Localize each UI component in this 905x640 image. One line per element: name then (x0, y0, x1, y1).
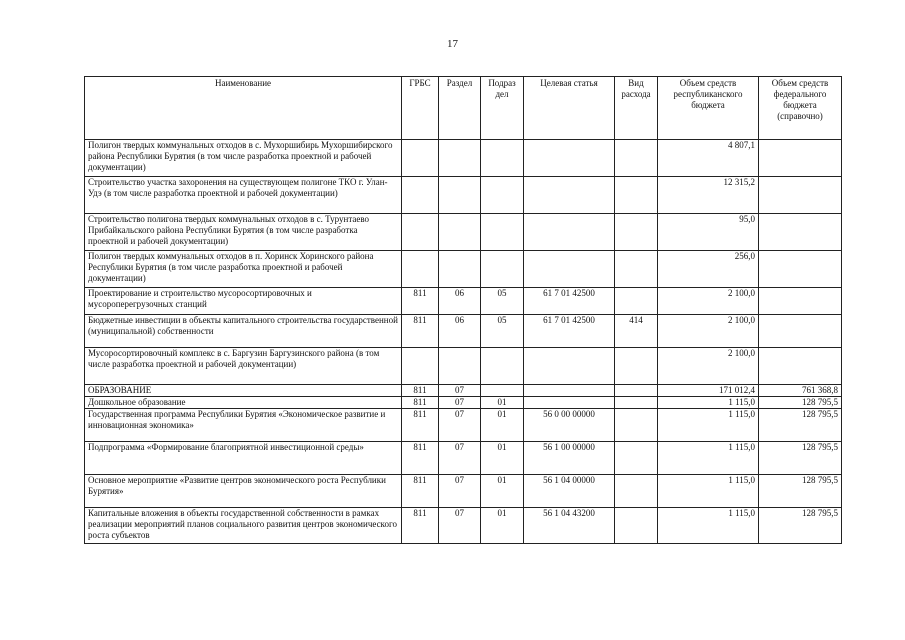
row-subsection: 01 (481, 442, 524, 475)
row-grbs (402, 177, 439, 214)
row-grbs: 811 (402, 288, 439, 315)
row-target (524, 251, 615, 288)
row-federal: 128 795,5 (759, 508, 842, 544)
row-name: Полигон твердых коммунальных отходов в п. Хоринск Хоринского района Республики Бурятия (в том числе разработка проектной и рабочей документации) (85, 251, 402, 288)
table-row (85, 348, 842, 385)
header-section: Раздел (439, 77, 481, 140)
row-federal (759, 214, 842, 251)
row-grbs: 811 (402, 385, 439, 397)
row-grbs: 811 (402, 475, 439, 508)
row-name: Капитальные вложения в объекты государственной собственности в рамках реализации мероприятий планов социального развития центров экономического роста субъектов (85, 508, 402, 544)
row-expense-type (615, 397, 658, 409)
header-target: Целевая статья (524, 77, 615, 140)
row-federal: 761 368,8 (759, 385, 842, 397)
row-section (439, 251, 481, 288)
table-header-row (85, 77, 842, 140)
row-expense-type (615, 140, 658, 177)
row-section: 06 (439, 288, 481, 315)
row-grbs: 811 (402, 409, 439, 442)
table-row (85, 475, 842, 508)
row-name: Бюджетные инвестиции в объекты капитального строительства государственной (муниципальной) собственности (85, 315, 402, 348)
row-federal (759, 288, 842, 315)
budget-table (84, 76, 842, 544)
row-federal (759, 315, 842, 348)
header-subsection: Подраз дел (481, 77, 524, 140)
row-name: Дошкольное образование (85, 397, 402, 409)
row-federal (759, 177, 842, 214)
row-target: 56 0 00 00000 (524, 409, 615, 442)
row-target: 56 1 00 00000 (524, 442, 615, 475)
row-section (439, 140, 481, 177)
row-republican: 171 012,4 (658, 385, 759, 397)
row-expense-type (615, 288, 658, 315)
table-row (85, 140, 842, 177)
row-subsection: 01 (481, 397, 524, 409)
row-federal: 128 795,5 (759, 397, 842, 409)
row-subsection (481, 385, 524, 397)
table-row (85, 397, 842, 409)
row-expense-type (615, 409, 658, 442)
row-target (524, 385, 615, 397)
table-row (85, 385, 842, 397)
row-name: Проектирование и строительство мусоросортировочных и мусороперегрузочных станций (85, 288, 402, 315)
row-target (524, 140, 615, 177)
row-target: 61 7 01 42500 (524, 315, 615, 348)
table-row (85, 315, 842, 348)
row-name: ОБРАЗОВАНИЕ (85, 385, 402, 397)
row-section: 07 (439, 385, 481, 397)
table-row (85, 251, 842, 288)
row-section: 07 (439, 409, 481, 442)
row-republican: 1 115,0 (658, 409, 759, 442)
row-subsection (481, 140, 524, 177)
row-subsection (481, 348, 524, 385)
row-subsection: 01 (481, 508, 524, 544)
row-name: Мусоросортировочный комплекс в с. Баргузин Баргузинского района (в том числе разработка проектной и рабочей документации) (85, 348, 402, 385)
row-republican: 95,0 (658, 214, 759, 251)
row-grbs: 811 (402, 442, 439, 475)
table-row (85, 508, 842, 544)
header-expense-type: Вид расхода (615, 77, 658, 140)
row-grbs (402, 140, 439, 177)
row-subsection: 01 (481, 409, 524, 442)
row-name: Полигон твердых коммунальных отходов в с. Мухоршибирь Мухоршибирского района Республики Бурятия (в том числе разработка проектной и рабочей документации) (85, 140, 402, 177)
row-grbs: 811 (402, 508, 439, 544)
page-number: 17 (447, 38, 458, 50)
row-section: 07 (439, 475, 481, 508)
row-name: Основное мероприятие «Развитие центров экономического роста Республики Бурятия» (85, 475, 402, 508)
header-grbs: ГРБС (402, 77, 439, 140)
row-federal: 128 795,5 (759, 475, 842, 508)
row-republican: 2 100,0 (658, 315, 759, 348)
row-republican: 1 115,0 (658, 397, 759, 409)
row-federal (759, 140, 842, 177)
row-section: 07 (439, 397, 481, 409)
row-grbs (402, 214, 439, 251)
row-grbs (402, 348, 439, 385)
row-grbs: 811 (402, 397, 439, 409)
row-expense-type (615, 442, 658, 475)
header-name: Наименование (85, 77, 402, 140)
row-subsection (481, 214, 524, 251)
row-subsection: 01 (481, 475, 524, 508)
row-republican: 1 115,0 (658, 475, 759, 508)
row-section: 06 (439, 315, 481, 348)
row-target: 56 1 04 43200 (524, 508, 615, 544)
row-expense-type (615, 177, 658, 214)
row-expense-type (615, 508, 658, 544)
row-federal (759, 251, 842, 288)
row-expense-type (615, 348, 658, 385)
table-row (85, 409, 842, 442)
row-federal: 128 795,5 (759, 409, 842, 442)
row-section (439, 348, 481, 385)
row-subsection: 05 (481, 315, 524, 348)
table-row (85, 288, 842, 315)
row-section: 07 (439, 508, 481, 544)
table-row (85, 442, 842, 475)
row-target (524, 397, 615, 409)
row-expense-type (615, 214, 658, 251)
row-republican: 2 100,0 (658, 348, 759, 385)
row-republican: 1 115,0 (658, 442, 759, 475)
row-target: 56 1 04 00000 (524, 475, 615, 508)
row-name: Государственная программа Республики Бурятия «Экономическое развитие и инновационная экономика» (85, 409, 402, 442)
row-subsection (481, 177, 524, 214)
row-expense-type (615, 385, 658, 397)
row-federal (759, 348, 842, 385)
row-name: Строительство участка захоронения на существующем полигоне ТКО г. Улан-Удэ (в том числе разработка проектной и рабочей документации) (85, 177, 402, 214)
row-subsection: 05 (481, 288, 524, 315)
row-republican: 256,0 (658, 251, 759, 288)
header-federal: Объем средств федерального бюджета (справочно) (759, 77, 842, 140)
header-republican: Объем средств республиканского бюджета (658, 77, 759, 140)
row-target (524, 177, 615, 214)
row-section: 07 (439, 442, 481, 475)
row-expense-type: 414 (615, 315, 658, 348)
row-target: 61 7 01 42500 (524, 288, 615, 315)
row-grbs (402, 251, 439, 288)
row-target (524, 214, 615, 251)
row-grbs: 811 (402, 315, 439, 348)
row-subsection (481, 251, 524, 288)
row-republican: 12 315,2 (658, 177, 759, 214)
row-name: Строительство полигона твердых коммунальных отходов в с. Турунтаево Прибайкальского района Республики Бурятия (в том числе разработка проектной и рабочей документации) (85, 214, 402, 251)
row-expense-type (615, 251, 658, 288)
table-row (85, 177, 842, 214)
row-section (439, 177, 481, 214)
row-republican: 1 115,0 (658, 508, 759, 544)
row-target (524, 348, 615, 385)
row-republican: 2 100,0 (658, 288, 759, 315)
row-expense-type (615, 475, 658, 508)
table-row (85, 214, 842, 251)
row-section (439, 214, 481, 251)
row-federal: 128 795,5 (759, 442, 842, 475)
row-republican: 4 807,1 (658, 140, 759, 177)
row-name: Подпрограмма «Формирование благоприятной инвестиционной среды» (85, 442, 402, 475)
